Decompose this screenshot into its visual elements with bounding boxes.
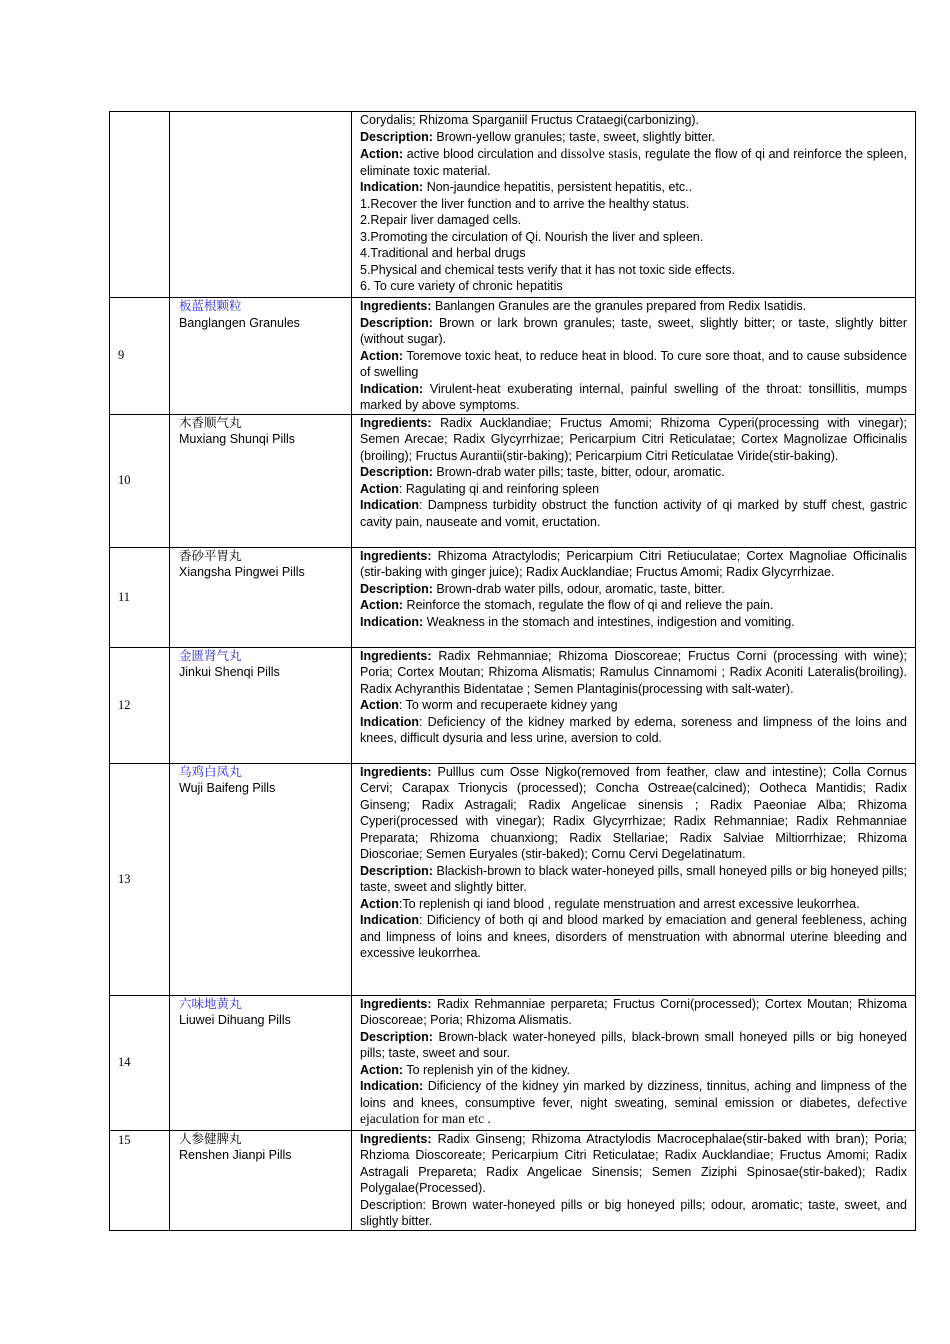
list-item: 5.Physical and chemical tests verify that it has not toxic side effects. xyxy=(360,262,735,277)
table-row xyxy=(110,547,916,647)
medicine-name-cell xyxy=(170,298,352,415)
ingredients-para: Ingredients: Radix Rehmanniae perpareta; Fructus Corni(processed); Cortex Moutan; Rhizoma Dioscoreae; Poria; Rhizoma Alismatis. xyxy=(360,996,907,1027)
list-item: 4.Traditional and herbal drugs xyxy=(360,246,526,260)
document-page xyxy=(109,111,908,1231)
chinese-name: 乌鸡白凤丸 xyxy=(179,763,242,779)
description-para: Description: Blackish-brown to black water-honeyed pills, small honeyed pills or big honeyed pills; taste, sweet and slightly bitter. xyxy=(360,863,908,894)
medicine-name-cell xyxy=(170,112,352,298)
english-name: Wuji Baifeng Pills xyxy=(179,781,276,795)
action-para: Action: Reinforce the stomach, regulate the flow of qi and relieve the pain. xyxy=(360,598,774,612)
table-row xyxy=(110,995,916,1130)
indication-para: Indication: Non-jaundice hepatitis, persistent hepatitis, etc.. xyxy=(360,180,693,194)
indication-para: Indication: Dampness turbidity obstruct the function activity of qi marked by stuff chest, gastric cavity pain, nauseate and vomit, eructation. xyxy=(360,498,907,529)
medicine-name-cell xyxy=(170,547,352,647)
ingredients-para: Ingredients: Rhizoma Atractylodis; Pericarpium Citri Retiuculatae; Cortex Magnoliae Officinalis (stir-baking with ginger juice); Radix Aucklandiae; Fructus Amomi; Radix Glycyrrhizae. xyxy=(360,548,907,579)
medicine-name-cell xyxy=(170,995,352,1130)
english-name: Xiangsha Pingwei Pills xyxy=(179,565,305,579)
description-para: Description: Brown-black water-honeyed pills, black-brown small honeyed pills or big honeyed pills; taste, sweet and sour. xyxy=(360,1029,907,1060)
english-name: Liuwei Dihuang Pills xyxy=(179,1013,291,1027)
action-para: Action: active blood circulation and dissolve stasis, regulate the flow of qi and reinforce the spleen, eliminate toxic material. xyxy=(360,146,907,178)
details-cell xyxy=(352,1130,916,1230)
english-name: Banglangen Granules xyxy=(179,315,300,330)
action-para: Action:To replenish qi iand blood , regulate menstruation and arrest excessive leukorrhea. xyxy=(360,896,860,911)
description-para: Description: Brown-drab water pills; taste, bitter, odour, aromatic. xyxy=(360,465,725,479)
row-number: 14 xyxy=(110,995,170,1130)
action-para: Action: To replenish yin of the kidney. xyxy=(360,1062,571,1077)
details-cell xyxy=(352,995,916,1130)
description-para: Description: Brown-yellow granules; taste, sweet, slightly bitter. xyxy=(360,129,716,144)
chinese-name: 人参健脾丸 xyxy=(179,1130,242,1146)
list-item: 2.Repair liver damaged cells. xyxy=(360,213,522,227)
indication-para: Indication: Dificiency of the kidney yin marked by dizziness, tinnitus, aching and limpness of the loins and knees, consumptive fever, night sweating, seminal emission or diabetes, defective ejaculation for man etc . xyxy=(360,1079,907,1126)
chinese-name: 六味地黄丸 xyxy=(179,995,242,1011)
table-row xyxy=(110,414,916,547)
table-row xyxy=(110,298,916,415)
ingredients-continuation: Corydalis; Rhizoma Sparganiil Fructus Crataegi(carbonizing). xyxy=(360,113,700,127)
details-cell xyxy=(352,112,916,298)
table-row xyxy=(110,1130,916,1230)
indication-para: Indication: Virulent-heat exuberating internal, painful swelling of the throat: tonsillitis, mumps marked by above symptoms. xyxy=(360,381,907,412)
row-number: 13 xyxy=(110,763,170,995)
row-number: 9 xyxy=(110,298,170,415)
details-cell xyxy=(352,547,916,647)
medicine-table xyxy=(109,111,916,1231)
row-number: 10 xyxy=(110,414,170,547)
medicine-name-cell xyxy=(170,647,352,763)
row-number: 12 xyxy=(110,647,170,763)
action-para: Action: Ragulating qi and reinforing spleen xyxy=(360,481,600,496)
action-para: Action: Toremove toxic heat, to reduce heat in blood. To cure sore thoat, and to cause subsidence of swelling xyxy=(360,348,908,379)
table-row xyxy=(110,112,916,298)
english-name: Renshen Jianpi Pills xyxy=(179,1148,292,1162)
row-number xyxy=(110,112,170,298)
medicine-name-cell xyxy=(170,763,352,995)
chinese-name: 香砂平胃丸 xyxy=(179,547,242,563)
ingredients-para: Ingredients: Radix Rehmanniae; Rhizoma Dioscoreae; Fructus Corni (processing with wine); Poria; Cortex Moutan; Rhizoma Alismatis; Ramulus Cinnamomi ; Radix Aconiti Lateralis(broiling). Radix Achyranthis Bidentatae ; Semen Plantaginis(processing with salt-water). xyxy=(360,648,907,696)
details-cell xyxy=(352,647,916,763)
medicine-name-cell xyxy=(170,414,352,547)
table-row xyxy=(110,647,916,763)
description-para: Description: Brown-drab water pills, odour, aromatic, taste, bitter. xyxy=(360,581,725,596)
description-para: Description: Brown or lark brown granules; taste, sweet, slightly bitter; or taste, slightly bitter (without sugar). xyxy=(360,315,907,346)
indication-para: Indication: Weakness in the stomach and intestines, indigestion and vomiting. xyxy=(360,614,795,629)
ingredients-para: Ingredients: Banlangen Granules are the granules prepared from Redix Isatidis. xyxy=(360,299,807,313)
list-item: 1.Recover the liver function and to arrive the healthy status. xyxy=(360,196,690,211)
chinese-name: 金匮肾气丸 xyxy=(179,647,242,663)
chinese-name: 木香顺气丸 xyxy=(179,414,242,430)
ingredients-para: Ingredients: Radix Ginseng; Rhizoma Atractylodis Macrocephalae(stir-baked with bran); Poria; Rhzioma Dioscoreate; Pericarpium Citri Reticulatae; Radix Aucklandiae; Fructus Amomi; Radix Astragali Prepareta; Radix Angelicae Sinensis; Semen Ziziphi Spinosae(stir-baked); Radix Polygalae(Processed). xyxy=(360,1131,907,1195)
table-row xyxy=(110,763,916,995)
row-number: 11 xyxy=(110,547,170,647)
action-para: Action: To worm and recuperaete kidney yang xyxy=(360,698,618,712)
details-cell xyxy=(352,298,916,415)
list-item: 6. To cure variety of chronic hepatitis xyxy=(360,279,563,293)
ingredients-para: Ingredients: Radix Aucklandiae; Fructus Amomi; Rhizoma Cyperi(processing with vinegar); Semen Arecae; Radix Glycyrrhizae; Pericarpium Citri Reticulatae; Cortex Magnolizae Officinalis (broiling); Fructus Aurantii(stir-baking); Pericarpium Citri Reticulatae Viride(stir-baking). xyxy=(360,415,907,463)
english-name: Muxiang Shunqi Pills xyxy=(179,432,296,446)
description-para: Description: Brown water-honeyed pills or big honeyed pills; odour, aromatic; taste, sweet, and slightly bitter. xyxy=(360,1197,907,1228)
indication-para: Indication: Dificiency of both qi and blood marked by emaciation and general feebleness, aching and limpness of loins and knees, disorders of menstruation with abnormal uterine bleeding and excessive leukorrhea. xyxy=(360,913,907,960)
row-number: 15 xyxy=(110,1130,170,1230)
chinese-name: 板蓝根颗粒 xyxy=(179,298,242,313)
medicine-name-cell xyxy=(170,1130,352,1230)
english-name: Jinkui Shenqi Pills xyxy=(179,665,280,679)
details-cell xyxy=(352,763,916,995)
list-item: 3.Promoting the circulation of Qi. Nourish the liver and spleen. xyxy=(360,229,704,244)
ingredients-para: Ingredients: Pulllus cum Osse Nigko(removed from feather, claw and intestine); Colla Cornus Cervi; Carapax Trionycis (processed); Concha Ostreae(calcined); Ootheca Mantidis; Radix Ginseng; Radix Astragali; Radix Angelicae sinensis ; Radix Paeoniae Alba; Rhizoma Cyperi(processed with vinegar); Radix Glycyrrhizae; Radix Rehmanniae; Radix Rehmanniae Preparata; Rhizoma chuanxiong; Radix Stellariae; Radix Salviae Miltiorrhizae; Rhizoma Dioscoriae; Semen Euryales (stir-baked); Cornu Cervi Degelatinatum. xyxy=(360,764,907,861)
details-cell xyxy=(352,414,916,547)
indication-para: Indication: Deficiency of the kidney marked by edema, soreness and limpness of the loins and knees, difficult dysuria and less urine, aversion to cold. xyxy=(360,714,907,745)
